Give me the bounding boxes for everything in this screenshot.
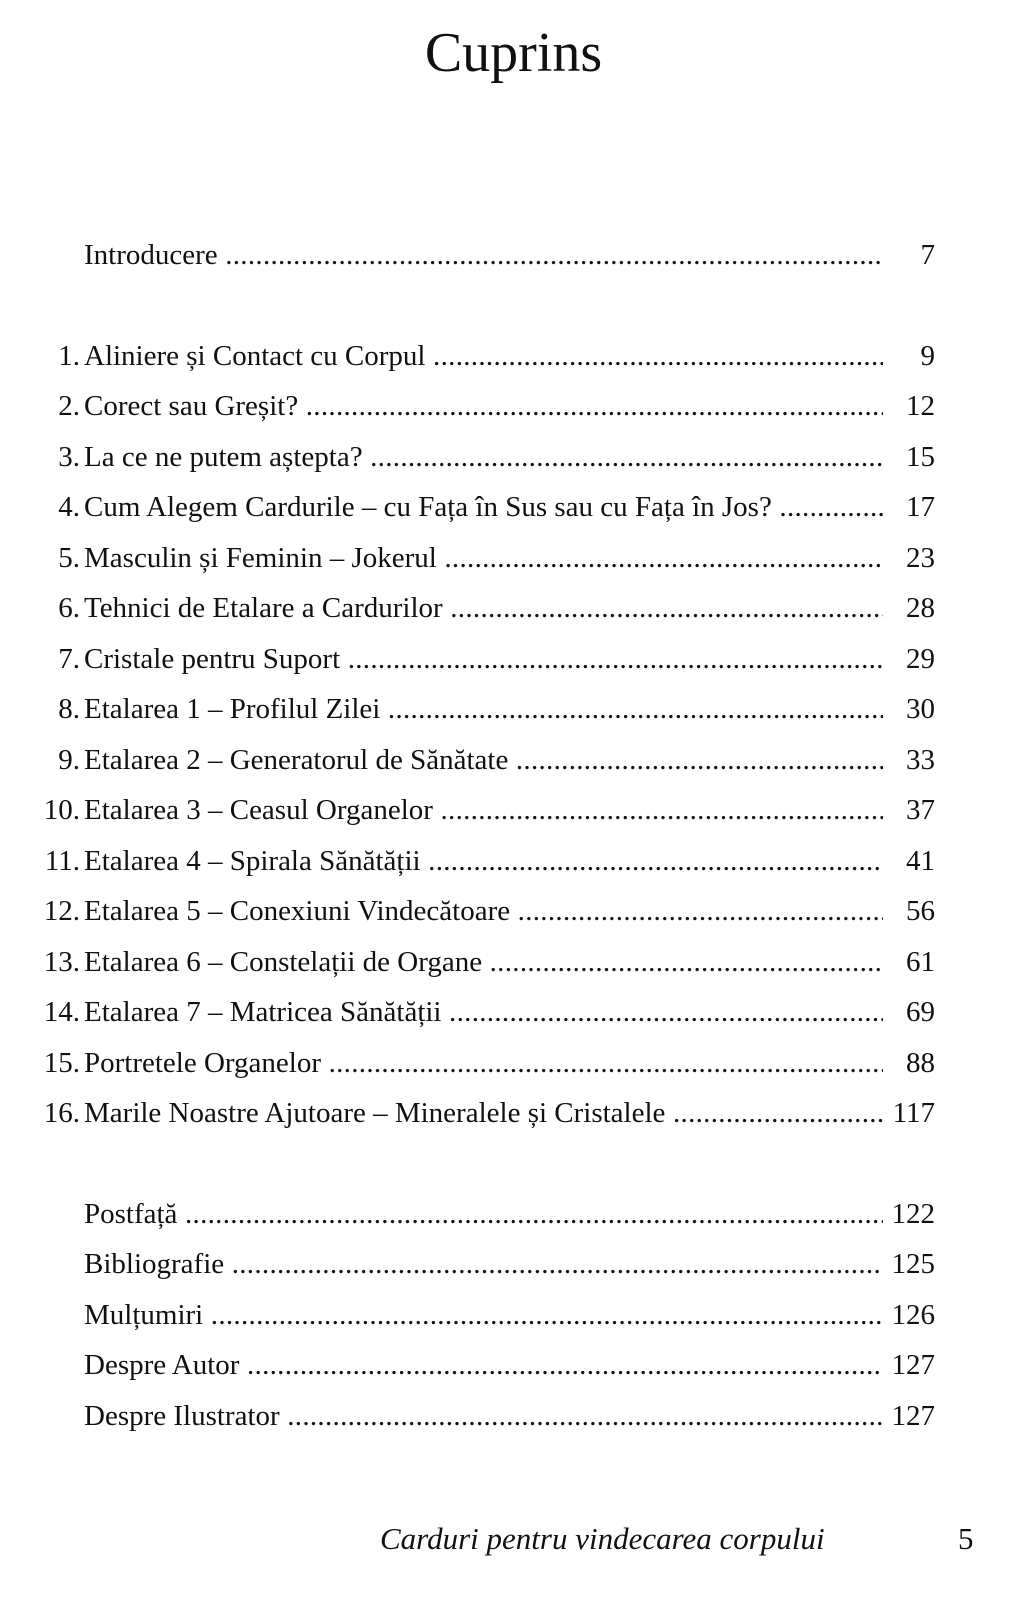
toc-entry-number: 9. <box>58 744 80 776</box>
toc-entry-page: 30 <box>883 689 935 729</box>
toc-entry[interactable] <box>0 1194 1027 1234</box>
toc-entry-title: Despre Autor ..... <box>84 1345 884 1385</box>
toc-entry[interactable] <box>0 386 1027 426</box>
toc-entry-title: Despre Ilustrator ..... <box>84 1396 884 1436</box>
toc-entry-page: 7 <box>883 235 935 275</box>
toc-entry-title: Bibliografie ..... <box>84 1244 884 1284</box>
toc-entry-page: 117 <box>883 1093 935 1133</box>
toc-entry-page: 28 <box>883 588 935 628</box>
toc-entry-page: 88 <box>883 1043 935 1083</box>
toc-entry[interactable] <box>0 1295 1027 1335</box>
toc-entry-title: Postfață ..... <box>84 1194 884 1234</box>
toc-entry-page: 125 <box>883 1244 935 1284</box>
toc-entry-number: 14. <box>43 996 80 1028</box>
toc-entry-page: 126 <box>883 1295 935 1335</box>
toc-entry-page: 127 <box>883 1396 935 1436</box>
toc-entry[interactable] <box>0 1396 1027 1436</box>
toc-entry[interactable] <box>0 437 1027 477</box>
toc-entry-page: 61 <box>883 942 935 982</box>
toc-entry-number: 1. <box>58 340 80 372</box>
toc-entry[interactable] <box>0 992 1027 1032</box>
toc-entry-title: Etalarea 7 – Matricea Sănătății ..... <box>84 992 884 1032</box>
toc-entry[interactable] <box>0 1244 1027 1284</box>
toc-entry-page: 12 <box>883 386 935 426</box>
toc-entry[interactable] <box>0 891 1027 931</box>
toc-entry[interactable] <box>0 588 1027 628</box>
toc-entry-page: 23 <box>883 538 935 578</box>
toc-entry-number: 10. <box>43 794 80 826</box>
toc-entry[interactable] <box>0 1043 1027 1083</box>
toc-entry-title: Etalarea 6 – Constelații de Organe ..... <box>84 942 884 982</box>
toc-entry-page: 56 <box>883 891 935 931</box>
toc-entry[interactable] <box>0 942 1027 982</box>
toc-entry-number: 2. <box>58 390 80 422</box>
toc-entry-introducere[interactable] <box>0 235 1027 275</box>
toc-entry[interactable] <box>0 841 1027 881</box>
toc-entry-page: 33 <box>883 740 935 780</box>
toc-entry[interactable] <box>0 1345 1027 1385</box>
toc-entry-page: 29 <box>883 639 935 679</box>
toc-entry-page: 37 <box>883 790 935 830</box>
toc-entry-number: 15. <box>43 1047 80 1079</box>
toc-entry-number: 4. <box>58 491 80 523</box>
page-number: 5 <box>958 1521 974 1556</box>
toc-entry-title: Cristale pentru Suport ..... <box>84 639 884 679</box>
toc-entry-number: 12. <box>43 895 80 927</box>
toc-entry-page: 69 <box>883 992 935 1032</box>
toc-entry-page: 127 <box>883 1345 935 1385</box>
toc-entry-title: Corect sau Greșit? ..... <box>84 386 884 426</box>
toc-entry-title: Masculin și Feminin – Jokerul ..... <box>84 538 884 578</box>
toc-entry-title: Introducere ..... <box>84 235 884 275</box>
toc-entry-page: 122 <box>883 1194 935 1234</box>
toc-entry[interactable] <box>0 740 1027 780</box>
toc-entry-title: Etalarea 1 – Profilul Zilei ..... <box>84 689 884 729</box>
toc-entry-number: 13. <box>43 946 80 978</box>
toc-entry[interactable] <box>0 336 1027 376</box>
toc-entry[interactable] <box>0 1093 1027 1133</box>
toc-entry[interactable] <box>0 639 1027 679</box>
toc-entry[interactable] <box>0 689 1027 729</box>
toc-entry-title: Cum Alegem Cardurile – cu Fața în Sus sau cu Fața în Jos? ..... <box>84 487 884 527</box>
toc-entry-page: 15 <box>883 437 935 477</box>
toc-entry-title: Marile Noastre Ajutoare – Mineralele și Cristalele ..... <box>84 1093 884 1133</box>
toc-entry-title: Etalarea 5 – Conexiuni Vindecătoare ..... <box>84 891 884 931</box>
toc-entry-number: 5. <box>58 542 80 574</box>
toc-entry-title: Etalarea 2 – Generatorul de Sănătate ..... <box>84 740 884 780</box>
toc-entry[interactable] <box>0 790 1027 830</box>
toc-entry-title: Portretele Organelor ..... <box>84 1043 884 1083</box>
toc-entry-title: Tehnici de Etalare a Cardurilor ..... <box>84 588 884 628</box>
toc-entry-number: 6. <box>58 592 80 624</box>
toc-entry[interactable] <box>0 487 1027 527</box>
toc-entry-number: 3. <box>58 441 80 473</box>
toc-entry-number: 7. <box>58 643 80 675</box>
toc-entry-page: 9 <box>883 336 935 376</box>
page-title: Cuprins <box>424 22 603 84</box>
toc-entry-page: 41 <box>883 841 935 881</box>
toc-entry-number: 11. <box>44 845 80 877</box>
running-footer-title: Carduri pentru vindecarea corpului <box>380 1521 825 1556</box>
toc-entry-title: Etalarea 4 – Spirala Sănătății ..... <box>84 841 884 881</box>
toc-entry-title: Aliniere și Contact cu Corpul ..... <box>84 336 884 376</box>
toc-entry-number: 8. <box>58 693 80 725</box>
toc-entry-title: Mulțumiri ..... <box>84 1295 884 1335</box>
toc-entry-title: Etalarea 3 – Ceasul Organelor ..... <box>84 790 884 830</box>
toc-entry-page: 17 <box>883 487 935 527</box>
toc-entry-title: La ce ne putem aștepta? ..... <box>84 437 884 477</box>
toc-entry-number: 16. <box>43 1097 80 1129</box>
toc-entry[interactable] <box>0 538 1027 578</box>
